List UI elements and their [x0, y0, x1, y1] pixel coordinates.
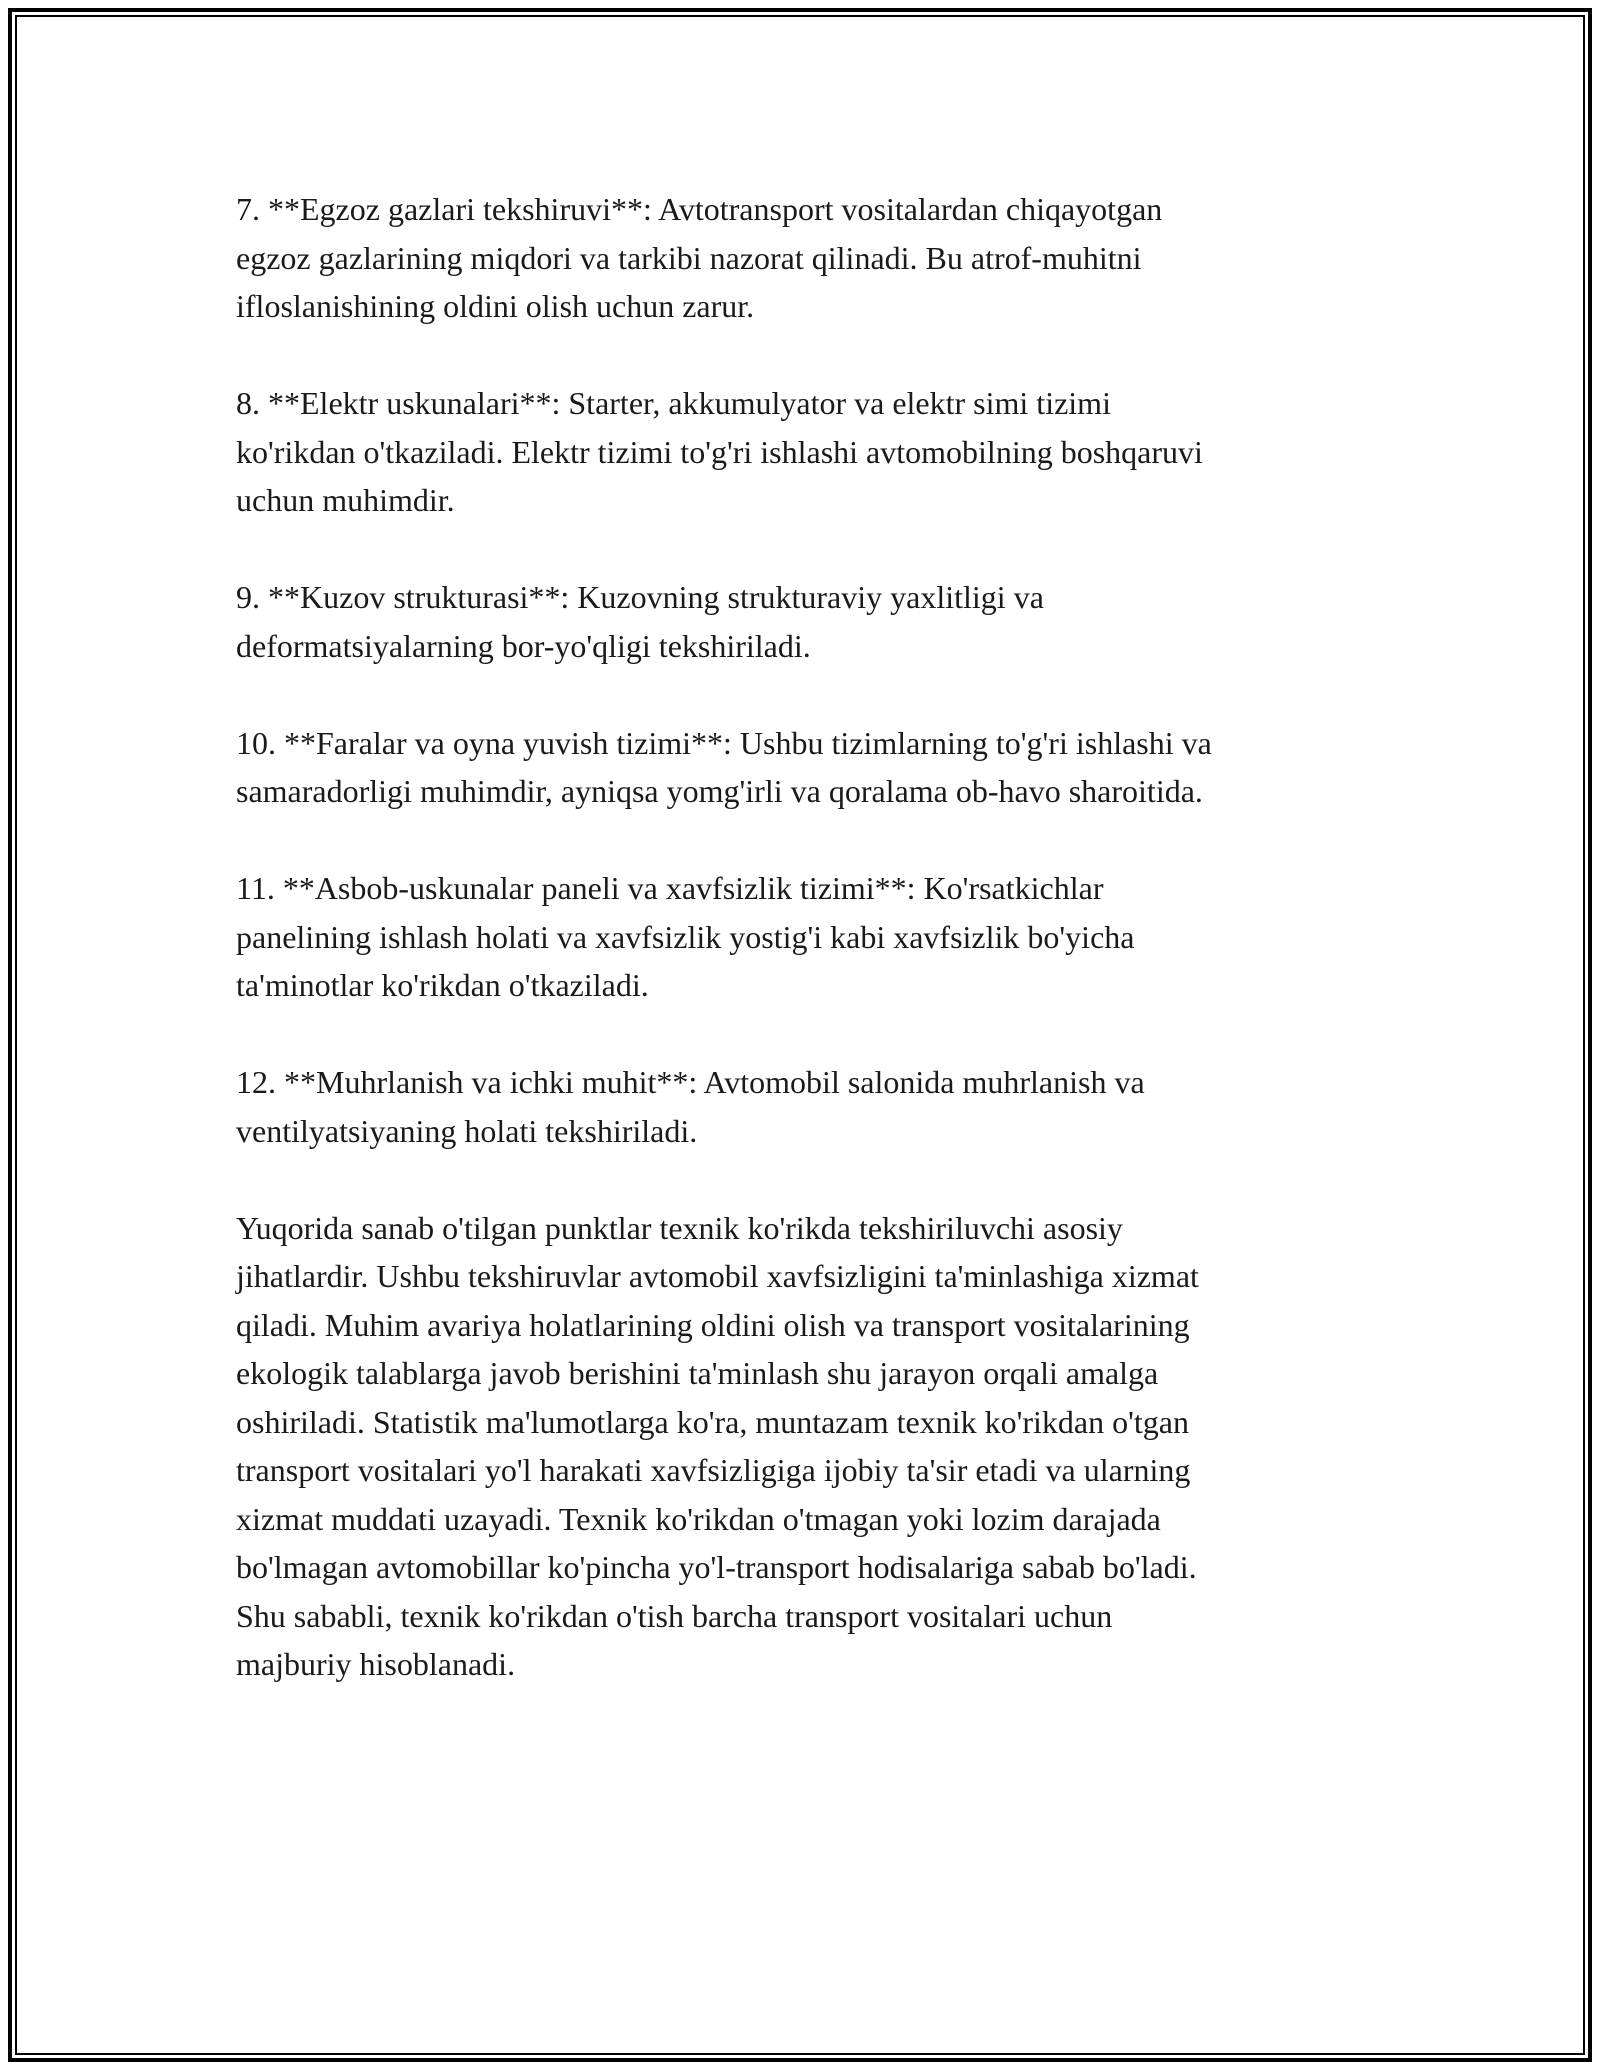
paragraph-item-7-exhaust-gas: 7. **Egzoz gazlari tekshiruvi**: Avtotransport vositalardan chiqayotgan egzoz gazlarining miqdori va tarkibi nazorat qilinadi. Bu atrof-muhitni ifloslanishining oldini olish uchun zarur.: [236, 191, 1163, 324]
paragraph-item-12-sealing-interior: 12. **Muhrlanish va ichki muhit**: Avtomobil salonida muhrlanish va ventilyatsiyaning holati tekshiriladi.: [236, 1064, 1145, 1149]
paragraph-conclusion: Yuqorida sanab o'tilgan punktlar texnik ko'rikda tekshiriluvchi asosiy jihatlardir. Ushbu tekshiruvlar avtomobil xavfsizligini ta'minlashiga xizmat qiladi. Muhim avariya holatlarining oldini olish va transport vositalarining ekologik talablarga javob berishini ta'minlash shu jarayon orqali amalga oshiriladi. Statistik ma'lumotlarga ko'ra, muntazam texnik ko'rikdan o'tgan transport vositalari yo'l harakati xavfsizligiga ijobiy ta'sir etadi va ularning xizmat muddati uzayadi. Texnik ko'rikdan o'tmagan yoki lozim darajada bo'lmagan avtomobillar ko'pincha yo'l-transport hodisalariga sabab bo'ladi. Shu sababli, texnik ko'rikdan o'tish barcha transport vositalari uchun majburiy hisoblanadi.: [236, 1209, 1199, 1682]
paragraph-item-11-dashboard-safety: 11. **Asbob-uskunalar paneli va xavfsizlik tizimi**: Ko'rsatkichlar panelining ishlash holati va xavfsizlik yostig'i kabi xavfsizlik bo'yicha ta'minotlar ko'rikdan o'tkaziladi.: [236, 870, 1135, 1003]
paragraph-item-9-body-structure: 9. **Kuzov strukturasi**: Kuzovning strukturaviy yaxlitligi va deformatsiyalarning bor-yo'qligi tekshiriladi.: [236, 579, 1044, 664]
paragraph-item-10-headlights-washer: 10. **Faralar va oyna yuvish tizimi**: Ushbu tizimlarning to'g'ri ishlashi va samaradorligi muhimdir, ayniqsa yomg'irli va qoralama ob-havo sharoitida.: [236, 724, 1212, 809]
paragraph-item-8-electrical: 8. **Elektr uskunalari**: Starter, akkumulyator va elektr simi tizimi ko'rikdan o'tkaziladi. Elektr tizimi to'g'ri ishlashi avtomobilning boshqaruvi uchun muhimdir.: [236, 385, 1203, 518]
document-body: [236, 185, 1366, 1737]
